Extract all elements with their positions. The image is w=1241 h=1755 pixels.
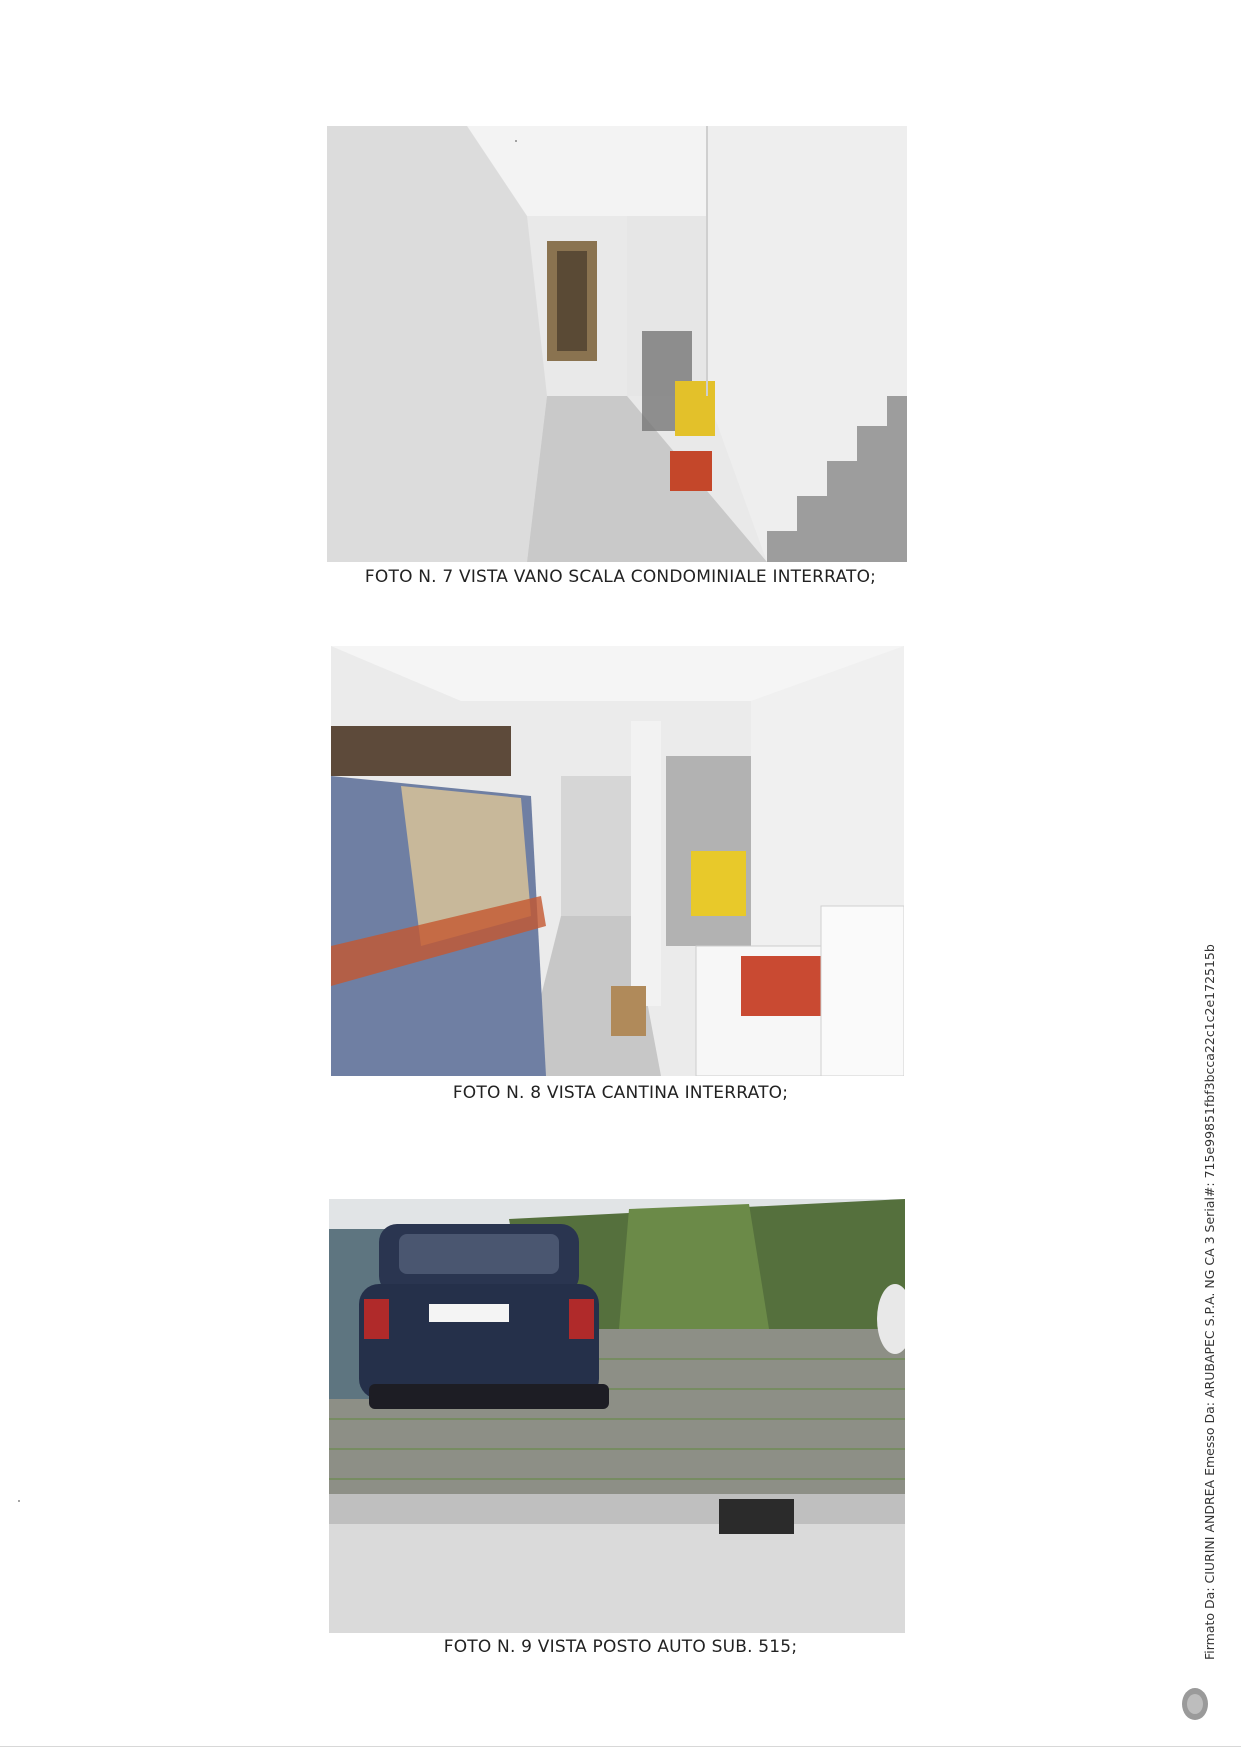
seal-icon	[1180, 1686, 1210, 1722]
scan-speck	[18, 1500, 20, 1502]
photo-8-caption: FOTO N. 8 VISTA CANTINA INTERRATO;	[452, 1083, 789, 1103]
photo-7-caption: FOTO N. 7 VISTA VANO SCALA CONDOMINIALE INTERRATO;	[364, 567, 877, 587]
digital-signature-note	[1198, 890, 1222, 1660]
scan-speck	[515, 140, 517, 142]
photo-7-stairwell	[327, 126, 907, 562]
photo-9-parking-space	[329, 1199, 905, 1633]
photo-8-cellar	[331, 646, 904, 1076]
page-bottom-edge	[0, 1746, 1241, 1747]
photo-9-caption: FOTO N. 9 VISTA POSTO AUTO SUB. 515;	[443, 1637, 798, 1657]
digital-signature-text: Firmato Da: CIURINI ANDREA Emesso Da: ARUBAPEC S.P.A. NG CA 3 Serial#: 715e99851fbf3bcca22c1c2e172515b	[1202, 944, 1217, 1660]
